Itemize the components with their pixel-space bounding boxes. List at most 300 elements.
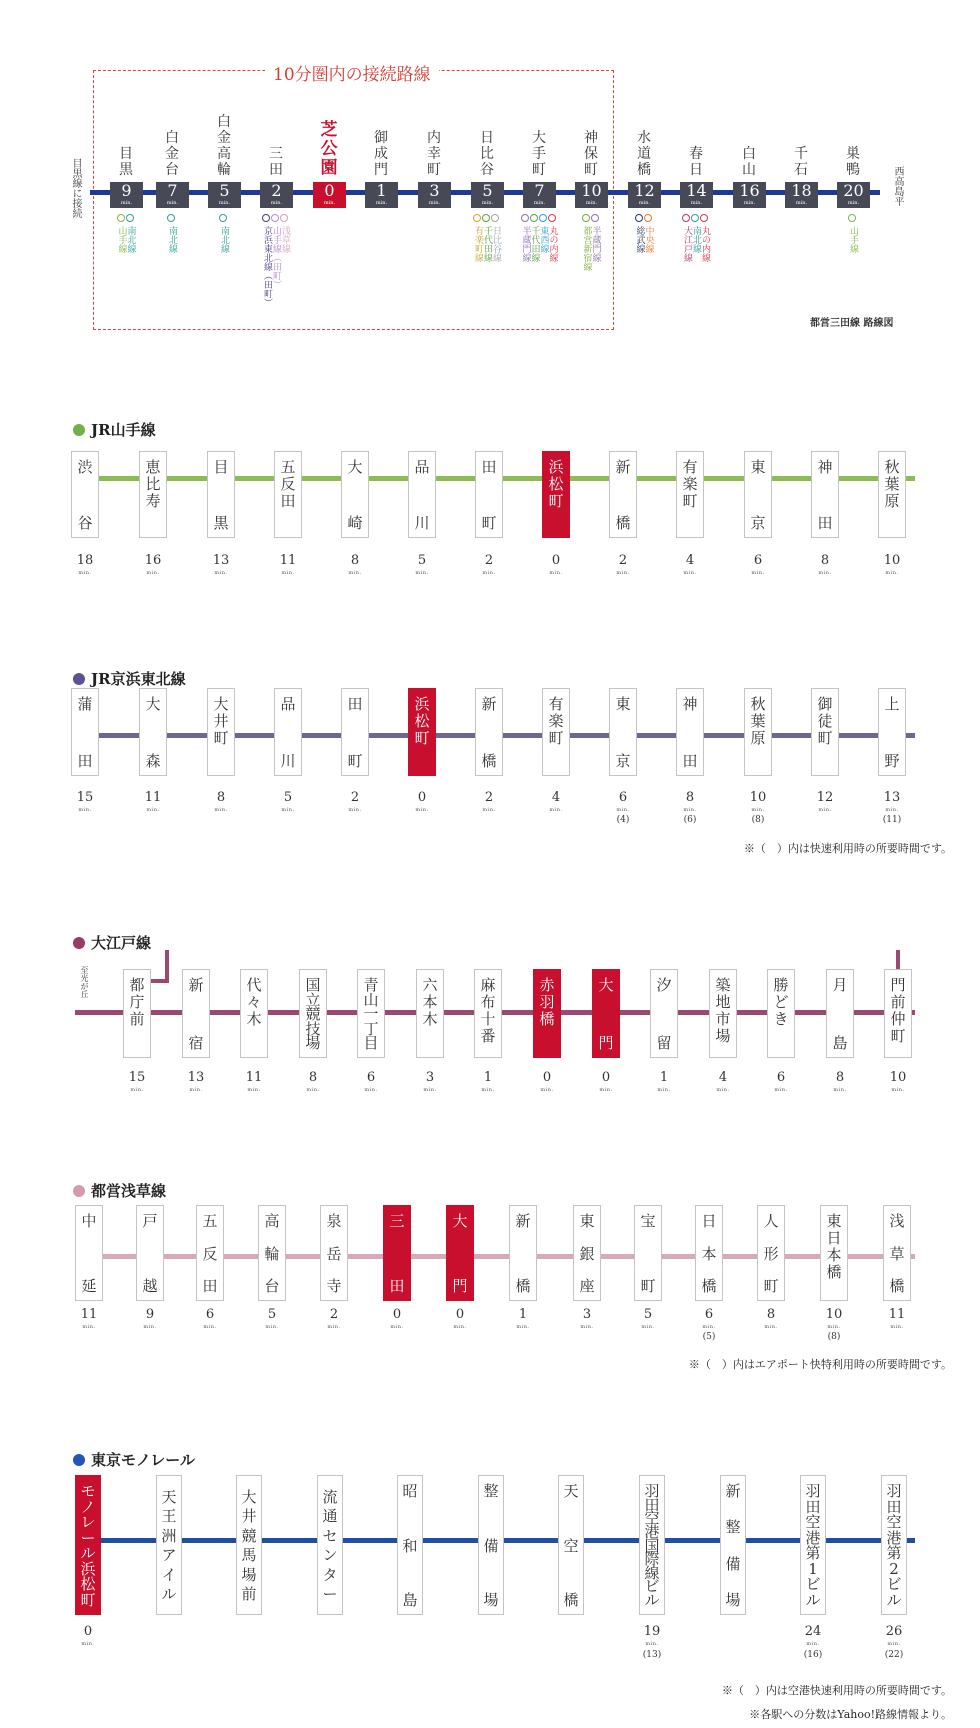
station-minutes: 2 bbox=[484, 790, 494, 805]
minutes-unit: min. bbox=[657, 1087, 671, 1093]
station-box bbox=[156, 1475, 182, 1615]
transfer-line-icon bbox=[591, 214, 599, 222]
station-char: 町 bbox=[414, 729, 430, 747]
minutes-unit: min. bbox=[265, 1324, 279, 1330]
station-char: 線 bbox=[644, 1563, 660, 1582]
station-box bbox=[240, 969, 268, 1058]
station-char: 昭 bbox=[402, 1482, 418, 1500]
station-char: 十 bbox=[480, 1010, 496, 1028]
section-note: ※（ ）内は空港快速利用時の所要時間です。 bbox=[721, 1684, 952, 1697]
transfer-line-name: 総武線 bbox=[634, 226, 645, 253]
section-title bbox=[73, 419, 156, 440]
station-char: 松 bbox=[414, 712, 430, 730]
station-char: 葉 bbox=[750, 712, 766, 730]
station-box bbox=[744, 451, 772, 538]
station-char: 高 bbox=[264, 1212, 280, 1230]
rapid-minutes: (8) bbox=[751, 815, 765, 825]
station-box bbox=[676, 688, 704, 776]
station-char: レ bbox=[80, 1513, 96, 1532]
station-char: 輪 bbox=[264, 1244, 280, 1263]
minutes-unit: min. bbox=[683, 570, 697, 576]
ten-minute-title: 10分圏内の接続路線 bbox=[265, 60, 439, 85]
station-char: 洲 bbox=[161, 1526, 177, 1545]
station-name-4: 芝公園 bbox=[320, 120, 338, 178]
minutes-unit: min. bbox=[885, 807, 899, 813]
section-title-text: 都営浅草線 bbox=[91, 1182, 167, 1200]
station-box bbox=[592, 969, 620, 1058]
station-char: 東 bbox=[826, 1212, 842, 1230]
transfer-line-icon bbox=[539, 214, 547, 222]
station-char: 川 bbox=[414, 514, 430, 532]
section-title-text: JR京浜東北線 bbox=[91, 670, 186, 688]
minutes-unit: min. bbox=[146, 570, 160, 576]
rapid-minutes: (16) bbox=[803, 1650, 823, 1660]
station-box bbox=[182, 969, 210, 1058]
station-minutes: 10 bbox=[889, 1070, 907, 1085]
station-char: 空 bbox=[886, 1513, 902, 1532]
station-char: 競 bbox=[305, 1005, 321, 1023]
station-char: 前 bbox=[241, 1585, 257, 1604]
station-char: 東 bbox=[579, 1212, 595, 1230]
transfer-line-name: 千代田線 bbox=[482, 226, 492, 262]
station-char: 場 bbox=[241, 1565, 257, 1584]
minutes-unit: min. bbox=[616, 807, 630, 813]
station-minutes: 11 bbox=[245, 1070, 263, 1085]
station-char: 大 bbox=[213, 695, 229, 713]
station-char: 反 bbox=[280, 475, 296, 493]
station-minutes: 0 bbox=[601, 1070, 611, 1085]
station-name-10: 水道橋 bbox=[637, 130, 651, 178]
station-box bbox=[676, 451, 704, 538]
station-char: モ bbox=[80, 1482, 96, 1500]
station-char: 東 bbox=[615, 695, 631, 713]
station-char: 第 bbox=[886, 1544, 902, 1563]
station-box bbox=[474, 969, 502, 1058]
station-box bbox=[71, 451, 99, 538]
minutes-unit: min. bbox=[540, 1087, 554, 1093]
station-minutes: 11 bbox=[144, 790, 162, 805]
minutes-unit: min. bbox=[453, 1324, 467, 1330]
source-note: ※各駅への分数はYahoo!路線情報より。 bbox=[749, 1708, 952, 1721]
station-minutes: 10 bbox=[825, 1307, 843, 1322]
minutes-unit: min. bbox=[143, 1324, 157, 1330]
station-char: 恵 bbox=[145, 458, 161, 476]
station-char: 越 bbox=[142, 1277, 158, 1295]
line-terminus-label: 至光が丘 bbox=[80, 966, 89, 998]
station-char: 大 bbox=[145, 695, 161, 713]
station-char: ル bbox=[80, 1544, 96, 1563]
minutes-unit: min. bbox=[415, 807, 429, 813]
minutes-unit: min. bbox=[270, 200, 283, 206]
transfer-line-name: 丸の内線 bbox=[547, 226, 558, 262]
station-char: 五 bbox=[280, 458, 296, 476]
station-char: ー bbox=[80, 1528, 96, 1547]
station-char: 競 bbox=[241, 1526, 257, 1545]
station-minutes: 3 bbox=[425, 1070, 435, 1085]
station-char: 川 bbox=[280, 752, 296, 770]
station-minutes: 6 bbox=[753, 553, 763, 568]
station-box bbox=[408, 688, 436, 776]
minutes-unit: min. bbox=[683, 807, 697, 813]
station-char: 大 bbox=[452, 1212, 468, 1230]
station-name-0: 目黒 bbox=[119, 146, 133, 178]
station-minutes: 0 bbox=[324, 181, 335, 200]
station-char: 延 bbox=[81, 1277, 97, 1295]
station-minutes-box bbox=[260, 182, 293, 208]
rapid-minutes: (22) bbox=[884, 1650, 904, 1660]
station-box bbox=[320, 1205, 348, 1301]
station-minutes: 11 bbox=[279, 553, 297, 568]
minutes-unit: min. bbox=[323, 200, 336, 206]
station-char: 丁 bbox=[363, 1019, 379, 1038]
station-minutes-box bbox=[680, 182, 713, 208]
minutes-unit: min. bbox=[847, 200, 860, 206]
station-minutes: 6 bbox=[704, 1307, 714, 1322]
station-box bbox=[408, 451, 436, 538]
station-char: 門 bbox=[598, 1034, 614, 1052]
minutes-unit: min. bbox=[327, 1324, 341, 1330]
station-char: 田 bbox=[202, 1277, 218, 1295]
station-minutes: 26 bbox=[885, 1624, 903, 1639]
station-char: 技 bbox=[305, 1019, 321, 1038]
station-char: 寿 bbox=[145, 492, 161, 510]
station-box bbox=[207, 688, 235, 776]
minutes-unit: min. bbox=[218, 200, 231, 206]
station-char: 都 bbox=[129, 976, 145, 994]
station-char: 六 bbox=[422, 976, 438, 994]
minutes-unit: min. bbox=[533, 200, 546, 206]
station-char: イ bbox=[161, 1565, 177, 1584]
station-char: 新 bbox=[481, 695, 497, 713]
station-box bbox=[75, 1205, 103, 1301]
station-char: 泉 bbox=[326, 1212, 342, 1230]
minutes-unit: min. bbox=[146, 807, 160, 813]
station-char: 原 bbox=[884, 492, 900, 510]
station-char: タ bbox=[322, 1565, 338, 1584]
station-minutes: 12 bbox=[634, 181, 655, 200]
minutes-unit: min. bbox=[887, 1641, 901, 1647]
station-char: 橋 bbox=[563, 1591, 579, 1609]
section-title-text: JR山手線 bbox=[91, 421, 156, 439]
station-char: 2 bbox=[889, 1559, 899, 1578]
transfer-line-name: 有楽町線 bbox=[473, 226, 483, 262]
station-minutes-box bbox=[365, 182, 398, 208]
station-char: ル bbox=[886, 1591, 902, 1609]
minutes-unit: min. bbox=[833, 1087, 847, 1093]
station-char: 宿 bbox=[188, 1034, 204, 1052]
station-box bbox=[446, 1205, 474, 1301]
station-char: 三 bbox=[389, 1212, 405, 1230]
station-minutes: 16 bbox=[739, 181, 760, 200]
station-char: 野 bbox=[884, 752, 900, 770]
station-char: 空 bbox=[644, 1509, 660, 1528]
station-name-5: 御成門 bbox=[374, 130, 388, 178]
station-char: 大 bbox=[598, 976, 614, 994]
minutes-unit: min. bbox=[203, 1324, 217, 1330]
station-char: 町 bbox=[80, 1591, 96, 1609]
minutes-unit: min. bbox=[348, 807, 362, 813]
station-char: 橋 bbox=[701, 1277, 717, 1295]
left-connection-label: 目黒線に接続 bbox=[70, 158, 81, 218]
station-char: 流 bbox=[322, 1487, 338, 1506]
rapid-minutes: (13) bbox=[642, 1650, 662, 1660]
station-box bbox=[878, 451, 906, 538]
transfer-line-name: 半蔵門線 bbox=[520, 226, 531, 262]
right-terminus-label: 西高島平 bbox=[892, 166, 903, 206]
station-char: 神 bbox=[682, 695, 698, 713]
station-char: 馬 bbox=[241, 1546, 257, 1565]
station-box bbox=[609, 688, 637, 776]
transfer-line-icon bbox=[530, 214, 538, 222]
station-minutes: 6 bbox=[776, 1070, 786, 1085]
station-minutes: 0 bbox=[417, 790, 427, 805]
station-char: 田 bbox=[682, 752, 698, 770]
station-char: 浅 bbox=[889, 1212, 905, 1230]
minutes-unit: min. bbox=[580, 1324, 594, 1330]
section-title-text: 大江戸線 bbox=[91, 934, 152, 952]
station-char: 井 bbox=[241, 1507, 257, 1526]
station-box bbox=[744, 688, 772, 776]
station-name-2: 白金高輪 bbox=[217, 114, 231, 178]
transfer-line-name: 山手線（田町） bbox=[271, 226, 281, 289]
station-minutes-box bbox=[523, 182, 556, 208]
station-minutes: 5 bbox=[283, 790, 293, 805]
station-minutes: 15 bbox=[76, 790, 94, 805]
transfer-line-icon bbox=[700, 214, 708, 222]
station-box bbox=[509, 1205, 537, 1301]
minutes-unit: min. bbox=[885, 570, 899, 576]
station-box bbox=[478, 1475, 504, 1615]
station-box bbox=[826, 969, 854, 1058]
station-name-9: 神保町 bbox=[584, 130, 598, 178]
minutes-unit: min. bbox=[281, 570, 295, 576]
station-char: 形 bbox=[763, 1244, 779, 1263]
minutes-unit: min. bbox=[348, 570, 362, 576]
minutes-unit: min. bbox=[616, 570, 630, 576]
station-char: 赤 bbox=[539, 976, 555, 994]
minutes-unit: min. bbox=[306, 1087, 320, 1093]
minutes-unit: min. bbox=[166, 200, 179, 206]
station-char: 整 bbox=[483, 1482, 499, 1500]
station-box bbox=[416, 969, 444, 1058]
station-char: 島 bbox=[832, 1034, 848, 1052]
station-minutes: 13 bbox=[883, 790, 901, 805]
station-char: 戸 bbox=[142, 1212, 158, 1230]
station-char: 地 bbox=[715, 993, 731, 1011]
station-char: 天 bbox=[161, 1487, 177, 1506]
station-box bbox=[533, 969, 561, 1058]
station-char: 品 bbox=[280, 695, 296, 713]
station-minutes: 20 bbox=[843, 181, 864, 200]
minutes-unit: min. bbox=[390, 1324, 404, 1330]
station-char: 人 bbox=[763, 1212, 779, 1230]
rapid-minutes: (11) bbox=[882, 815, 902, 825]
station-char: 田 bbox=[389, 1277, 405, 1295]
station-char: 草 bbox=[889, 1244, 905, 1263]
station-char: 比 bbox=[145, 475, 161, 493]
station-char: 町 bbox=[763, 1277, 779, 1295]
station-char: 橋 bbox=[889, 1277, 905, 1295]
station-box bbox=[573, 1205, 601, 1301]
minutes-unit: min. bbox=[764, 1324, 778, 1330]
transfer-line-name: 半蔵門線 bbox=[590, 226, 601, 262]
minutes-unit: min. bbox=[743, 200, 756, 206]
station-minutes: 8 bbox=[216, 790, 226, 805]
station-char: ど bbox=[773, 993, 789, 1011]
station-char: 反 bbox=[202, 1244, 218, 1263]
station-box bbox=[136, 1205, 164, 1301]
station-box bbox=[274, 451, 302, 538]
station-char: 羽 bbox=[539, 993, 555, 1011]
route-map-legend: 都営三田線 路線図 bbox=[810, 318, 894, 329]
station-minutes: 24 bbox=[804, 1624, 822, 1639]
station-char: 港 bbox=[805, 1528, 821, 1547]
station-box bbox=[709, 969, 737, 1058]
transfer-line-icon bbox=[117, 214, 125, 222]
station-char: 整 bbox=[725, 1518, 741, 1537]
station-minutes: 2 bbox=[484, 553, 494, 568]
station-minutes: 8 bbox=[685, 790, 695, 805]
station-box bbox=[341, 688, 369, 776]
station-minutes: 2 bbox=[618, 553, 628, 568]
station-box bbox=[558, 1475, 584, 1615]
transfer-line-name: 南北線 bbox=[691, 226, 701, 253]
station-char: 岳 bbox=[326, 1244, 342, 1263]
station-minutes: 8 bbox=[350, 553, 360, 568]
station-minutes: 0 bbox=[455, 1307, 465, 1322]
station-box bbox=[196, 1205, 224, 1301]
station-char: 島 bbox=[402, 1591, 418, 1609]
transfer-line-name: 山手線 bbox=[848, 226, 858, 253]
station-char: 国 bbox=[644, 1536, 660, 1555]
station-char: 門 bbox=[890, 976, 906, 994]
station-box bbox=[609, 451, 637, 538]
station-minutes: 0 bbox=[83, 1624, 93, 1639]
station-char: 備 bbox=[725, 1554, 741, 1573]
station-char: 銀 bbox=[579, 1244, 595, 1263]
rapid-minutes: (8) bbox=[827, 1332, 841, 1342]
station-minutes: 16 bbox=[144, 553, 162, 568]
station-char: 天 bbox=[563, 1482, 579, 1500]
minutes-unit: min. bbox=[423, 1087, 437, 1093]
station-box bbox=[383, 1205, 411, 1301]
station-char: 中 bbox=[81, 1212, 97, 1230]
station-char: 大 bbox=[347, 458, 363, 476]
station-char: 前 bbox=[129, 1010, 145, 1028]
station-char: 国 bbox=[305, 976, 321, 994]
station-box bbox=[884, 969, 912, 1058]
station-char: 大 bbox=[241, 1487, 257, 1506]
minutes-unit: min. bbox=[549, 570, 563, 576]
station-char: 井 bbox=[213, 712, 229, 730]
station-char: 立 bbox=[305, 990, 321, 1009]
station-box bbox=[75, 1475, 101, 1615]
station-box bbox=[207, 451, 235, 538]
station-minutes-box bbox=[733, 182, 766, 208]
station-char: 麻 bbox=[480, 976, 496, 994]
minutes-unit: min. bbox=[890, 1324, 904, 1330]
section-title bbox=[73, 1180, 166, 1201]
station-minutes: 5 bbox=[417, 553, 427, 568]
station-char: 御 bbox=[817, 695, 833, 713]
transfer-line-name: 南北線 bbox=[167, 226, 177, 253]
station-char: 蒲 bbox=[77, 695, 93, 713]
station-minutes: 1 bbox=[659, 1070, 669, 1085]
station-char: 町 bbox=[682, 492, 698, 510]
station-minutes: 9 bbox=[121, 181, 132, 200]
station-minutes: 13 bbox=[187, 1070, 205, 1085]
branch-hook bbox=[151, 950, 169, 983]
station-box bbox=[883, 1205, 911, 1301]
station-box bbox=[123, 969, 151, 1058]
transfer-line-name: 山手線 bbox=[116, 226, 127, 253]
transfer-line-name: 南北線 bbox=[219, 226, 229, 253]
minutes-unit: min. bbox=[214, 570, 228, 576]
station-char: 際 bbox=[644, 1550, 660, 1569]
station-minutes: 10 bbox=[883, 553, 901, 568]
transfer-line-name: 千代田線 bbox=[529, 226, 540, 262]
station-minutes-box bbox=[575, 182, 608, 208]
station-box bbox=[650, 969, 678, 1058]
station-minutes: 0 bbox=[551, 553, 561, 568]
station-box bbox=[767, 969, 795, 1058]
station-char: 京 bbox=[615, 752, 631, 770]
station-minutes: 14 bbox=[686, 181, 707, 200]
station-box bbox=[317, 1475, 343, 1615]
station-box bbox=[299, 969, 327, 1058]
station-char: 橋 bbox=[539, 1010, 555, 1028]
station-minutes: 4 bbox=[551, 790, 561, 805]
transfer-line-name: 浅草線 bbox=[280, 226, 290, 253]
station-minutes-box bbox=[110, 182, 143, 208]
minutes-unit: min. bbox=[599, 1087, 613, 1093]
station-char: 秋 bbox=[750, 695, 766, 713]
minutes-unit: min. bbox=[891, 1087, 905, 1093]
station-minutes: 11 bbox=[80, 1307, 98, 1322]
station-char: 上 bbox=[884, 695, 900, 713]
minutes-unit: min. bbox=[415, 570, 429, 576]
rapid-minutes: (6) bbox=[683, 815, 697, 825]
station-minutes: 2 bbox=[350, 790, 360, 805]
station-char: 楽 bbox=[682, 475, 698, 493]
minutes-unit: min. bbox=[482, 570, 496, 576]
station-char: 羽 bbox=[644, 1482, 660, 1500]
station-minutes: 12 bbox=[816, 790, 834, 805]
station-char: 羽 bbox=[805, 1482, 821, 1500]
station-char: 本 bbox=[701, 1244, 717, 1263]
station-box bbox=[878, 688, 906, 776]
station-minutes: 6 bbox=[205, 1307, 215, 1322]
minutes-unit: min. bbox=[78, 570, 92, 576]
station-box bbox=[274, 688, 302, 776]
station-char: 勝 bbox=[773, 976, 789, 994]
station-char: 町 bbox=[481, 514, 497, 532]
station-box bbox=[820, 1205, 848, 1301]
station-box bbox=[341, 451, 369, 538]
station-char: 空 bbox=[563, 1536, 579, 1555]
station-char: 座 bbox=[579, 1277, 595, 1295]
station-char: ル bbox=[161, 1585, 177, 1604]
station-char: 橋 bbox=[615, 514, 631, 532]
transfer-line-name: 京浜東北線（田町） bbox=[262, 226, 272, 307]
section-title-text: 東京モノレール bbox=[91, 1451, 195, 1469]
minutes-unit: min. bbox=[481, 200, 494, 206]
station-name-13: 千石 bbox=[794, 146, 808, 178]
station-char: ビ bbox=[644, 1577, 660, 1596]
station-minutes: 1 bbox=[376, 181, 387, 200]
station-minutes: 0 bbox=[542, 1070, 552, 1085]
minutes-unit: min. bbox=[364, 1087, 378, 1093]
